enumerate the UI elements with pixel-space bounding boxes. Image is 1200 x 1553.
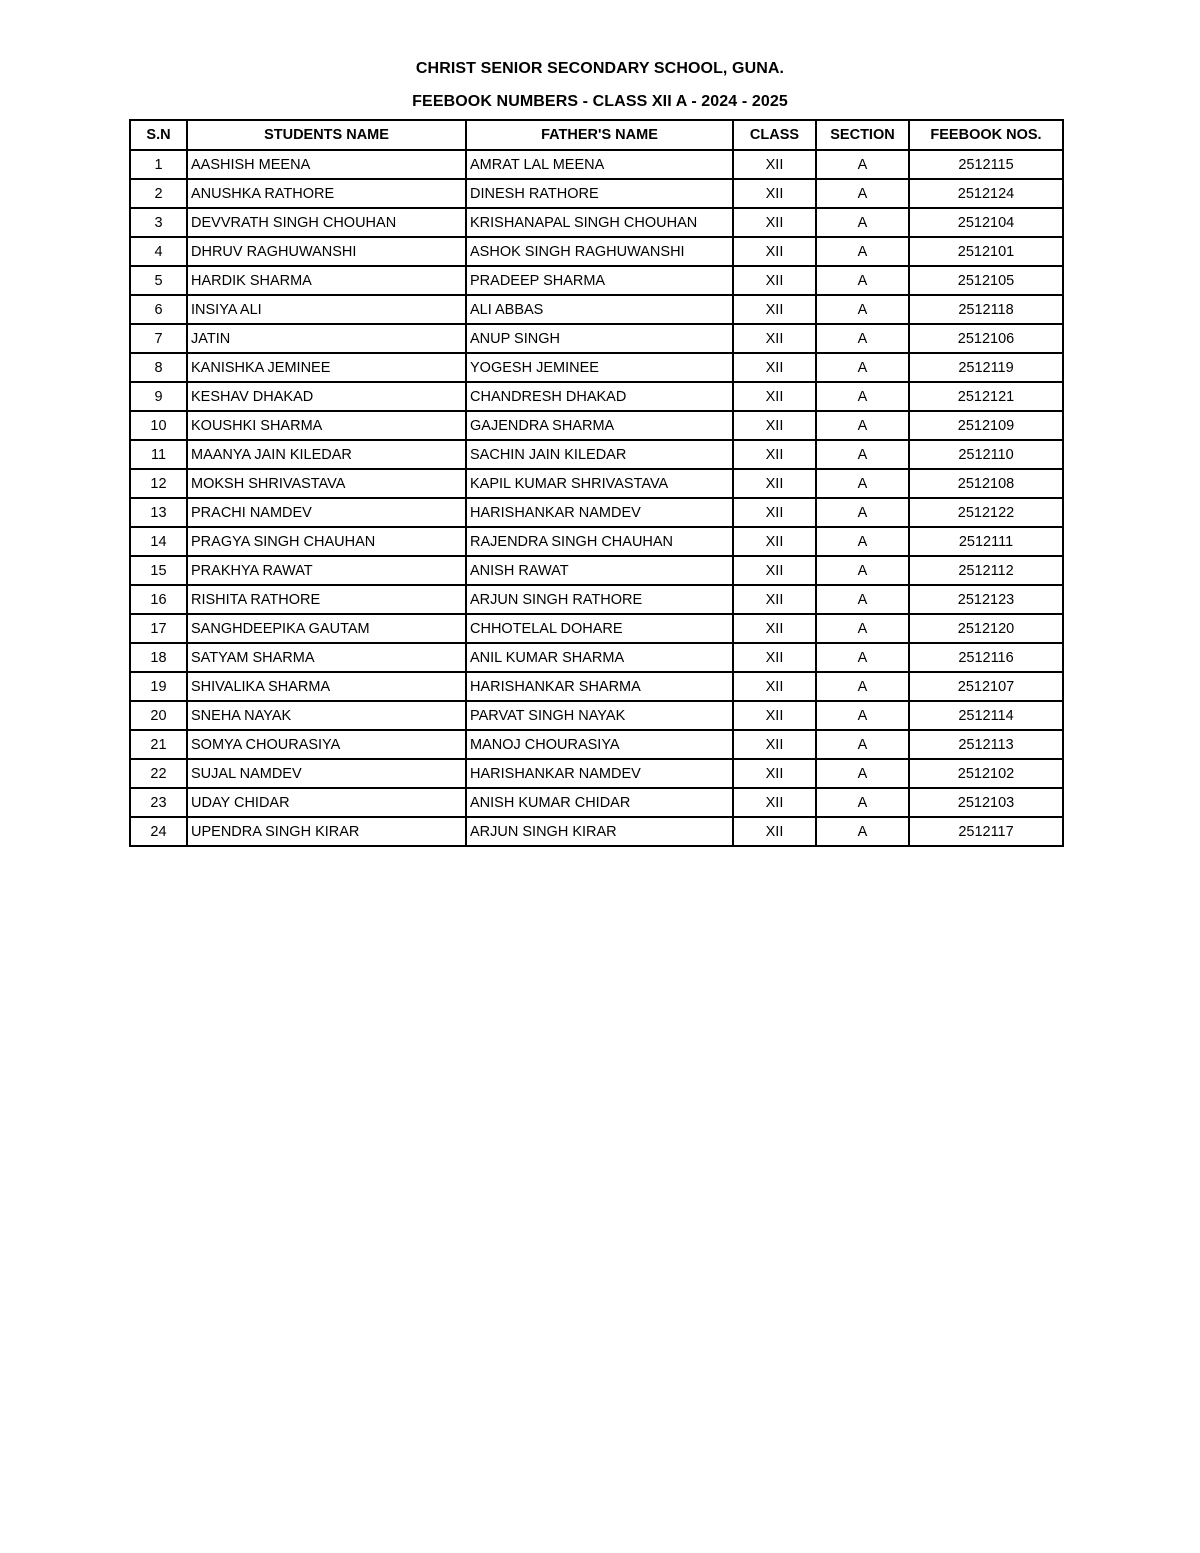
cell-section: A [816,701,909,730]
header-feebook-nos: FEEBOOK NOS. [909,120,1063,150]
table-row [130,788,1063,817]
cell-student-name: SNEHA NAYAK [187,701,466,730]
cell-class: XII [733,672,816,701]
cell-section: A [816,237,909,266]
cell-feebook-no: 2512106 [909,324,1063,353]
table-row [130,759,1063,788]
cell-class: XII [733,353,816,382]
cell-father-name: HARISHANKAR NAMDEV [466,759,733,788]
cell-section: A [816,266,909,295]
cell-father-name: GAJENDRA SHARMA [466,411,733,440]
cell-student-name: INSIYA ALI [187,295,466,324]
cell-class: XII [733,498,816,527]
cell-sn: 7 [130,324,187,353]
cell-student-name: AASHISH MEENA [187,150,466,179]
header-father-name: FATHER'S NAME [466,120,733,150]
cell-student-name: PRAKHYA RAWAT [187,556,466,585]
cell-sn: 2 [130,179,187,208]
cell-father-name: ANISH KUMAR CHIDAR [466,788,733,817]
cell-class: XII [733,614,816,643]
cell-sn: 16 [130,585,187,614]
cell-feebook-no: 2512116 [909,643,1063,672]
table-row [130,179,1063,208]
cell-father-name: AMRAT LAL MEENA [466,150,733,179]
cell-class: XII [733,324,816,353]
cell-feebook-no: 2512110 [909,440,1063,469]
cell-class: XII [733,266,816,295]
cell-feebook-no: 2512104 [909,208,1063,237]
cell-student-name: SUJAL NAMDEV [187,759,466,788]
cell-section: A [816,817,909,846]
table-row [130,527,1063,556]
cell-feebook-no: 2512111 [909,527,1063,556]
cell-sn: 22 [130,759,187,788]
cell-sn: 10 [130,411,187,440]
document-title: CHRIST SENIOR SECONDARY SCHOOL, GUNA. [415,60,785,77]
cell-section: A [816,440,909,469]
cell-father-name: CHANDRESH DHAKAD [466,382,733,411]
cell-sn: 9 [130,382,187,411]
table-row [130,353,1063,382]
cell-father-name: MANOJ CHOURASIYA [466,730,733,759]
cell-father-name: CHHOTELAL DOHARE [466,614,733,643]
table-row [130,469,1063,498]
cell-father-name: KAPIL KUMAR SHRIVASTAVA [466,469,733,498]
header-class: CLASS [733,120,816,150]
cell-student-name: KANISHKA JEMINEE [187,353,466,382]
cell-class: XII [733,643,816,672]
table-body [130,150,1063,846]
header-student-name: STUDENTS NAME [187,120,466,150]
cell-section: A [816,411,909,440]
cell-feebook-no: 2512101 [909,237,1063,266]
cell-section: A [816,614,909,643]
cell-feebook-no: 2512118 [909,295,1063,324]
cell-sn: 12 [130,469,187,498]
cell-feebook-no: 2512108 [909,469,1063,498]
document-subtitle: FEEBOOK NUMBERS - CLASS XII A - 2024 - 2025 [412,93,788,110]
table-row [130,701,1063,730]
cell-section: A [816,788,909,817]
cell-feebook-no: 2512112 [909,556,1063,585]
cell-feebook-no: 2512115 [909,150,1063,179]
cell-class: XII [733,817,816,846]
table-row [130,382,1063,411]
cell-class: XII [733,759,816,788]
cell-feebook-no: 2512119 [909,353,1063,382]
cell-class: XII [733,208,816,237]
cell-section: A [816,556,909,585]
cell-section: A [816,324,909,353]
cell-student-name: RISHITA RATHORE [187,585,466,614]
cell-class: XII [733,150,816,179]
cell-sn: 8 [130,353,187,382]
cell-sn: 5 [130,266,187,295]
table-row [130,440,1063,469]
cell-father-name: HARISHANKAR SHARMA [466,672,733,701]
cell-sn: 6 [130,295,187,324]
cell-section: A [816,179,909,208]
table-row [130,208,1063,237]
header-section: SECTION [816,120,909,150]
cell-student-name: SHIVALIKA SHARMA [187,672,466,701]
cell-section: A [816,150,909,179]
cell-class: XII [733,237,816,266]
cell-class: XII [733,527,816,556]
table-row [130,150,1063,179]
cell-student-name: SOMYA CHOURASIYA [187,730,466,759]
cell-feebook-no: 2512123 [909,585,1063,614]
cell-sn: 3 [130,208,187,237]
cell-class: XII [733,730,816,759]
cell-sn: 20 [130,701,187,730]
cell-class: XII [733,585,816,614]
cell-father-name: DINESH RATHORE [466,179,733,208]
cell-student-name: MAANYA JAIN KILEDAR [187,440,466,469]
cell-student-name: DHRUV RAGHUWANSHI [187,237,466,266]
cell-father-name: PARVAT SINGH NAYAK [466,701,733,730]
cell-student-name: DEVVRATH SINGH CHOUHAN [187,208,466,237]
cell-section: A [816,759,909,788]
cell-feebook-no: 2512117 [909,817,1063,846]
table-row [130,672,1063,701]
cell-student-name: JATIN [187,324,466,353]
cell-feebook-no: 2512114 [909,701,1063,730]
cell-section: A [816,643,909,672]
header-sn: S.N [130,120,187,150]
cell-sn: 15 [130,556,187,585]
table-row [130,614,1063,643]
cell-class: XII [733,469,816,498]
cell-sn: 19 [130,672,187,701]
cell-student-name: HARDIK SHARMA [187,266,466,295]
table-row [130,817,1063,846]
cell-father-name: SACHIN JAIN KILEDAR [466,440,733,469]
cell-student-name: UPENDRA SINGH KIRAR [187,817,466,846]
cell-father-name: ARJUN SINGH KIRAR [466,817,733,846]
cell-section: A [816,295,909,324]
cell-section: A [816,498,909,527]
cell-section: A [816,730,909,759]
table-row [130,643,1063,672]
cell-section: A [816,208,909,237]
cell-class: XII [733,440,816,469]
cell-father-name: ANUP SINGH [466,324,733,353]
cell-father-name: ANIL KUMAR SHARMA [466,643,733,672]
cell-student-name: SANGHDEEPIKA GAUTAM [187,614,466,643]
cell-feebook-no: 2512120 [909,614,1063,643]
cell-sn: 4 [130,237,187,266]
cell-father-name: ALI ABBAS [466,295,733,324]
cell-feebook-no: 2512122 [909,498,1063,527]
cell-feebook-no: 2512109 [909,411,1063,440]
table-row [130,556,1063,585]
cell-student-name: SATYAM SHARMA [187,643,466,672]
cell-section: A [816,527,909,556]
table-row [130,411,1063,440]
table-header-row [130,120,1063,150]
cell-class: XII [733,382,816,411]
cell-student-name: KOUSHKI SHARMA [187,411,466,440]
cell-student-name: MOKSH SHRIVASTAVA [187,469,466,498]
table-row [130,324,1063,353]
cell-father-name: PRADEEP SHARMA [466,266,733,295]
table-row [130,237,1063,266]
cell-father-name: RAJENDRA SINGH CHAUHAN [466,527,733,556]
cell-sn: 14 [130,527,187,556]
cell-father-name: ANISH RAWAT [466,556,733,585]
table-row [130,266,1063,295]
cell-section: A [816,672,909,701]
cell-sn: 21 [130,730,187,759]
cell-student-name: PRAGYA SINGH CHAUHAN [187,527,466,556]
cell-sn: 18 [130,643,187,672]
cell-sn: 1 [130,150,187,179]
table-row [130,295,1063,324]
cell-feebook-no: 2512105 [909,266,1063,295]
cell-father-name: KRISHANAPAL SINGH CHOUHAN [466,208,733,237]
cell-feebook-no: 2512124 [909,179,1063,208]
cell-class: XII [733,295,816,324]
cell-class: XII [733,701,816,730]
cell-sn: 23 [130,788,187,817]
cell-class: XII [733,179,816,208]
feebook-table [129,119,1064,847]
cell-sn: 13 [130,498,187,527]
table-row [130,498,1063,527]
table-row [130,730,1063,759]
cell-section: A [816,585,909,614]
cell-section: A [816,382,909,411]
cell-section: A [816,469,909,498]
cell-sn: 17 [130,614,187,643]
cell-father-name: HARISHANKAR NAMDEV [466,498,733,527]
cell-feebook-no: 2512103 [909,788,1063,817]
cell-feebook-no: 2512113 [909,730,1063,759]
cell-student-name: PRACHI NAMDEV [187,498,466,527]
table-row [130,585,1063,614]
cell-sn: 24 [130,817,187,846]
cell-father-name: ASHOK SINGH RAGHUWANSHI [466,237,733,266]
cell-feebook-no: 2512107 [909,672,1063,701]
cell-class: XII [733,788,816,817]
cell-class: XII [733,556,816,585]
cell-father-name: ARJUN SINGH RATHORE [466,585,733,614]
cell-student-name: ANUSHKA RATHORE [187,179,466,208]
cell-sn: 11 [130,440,187,469]
cell-student-name: KESHAV DHAKAD [187,382,466,411]
cell-student-name: UDAY CHIDAR [187,788,466,817]
cell-father-name: YOGESH JEMINEE [466,353,733,382]
cell-section: A [816,353,909,382]
cell-class: XII [733,411,816,440]
cell-feebook-no: 2512102 [909,759,1063,788]
cell-feebook-no: 2512121 [909,382,1063,411]
